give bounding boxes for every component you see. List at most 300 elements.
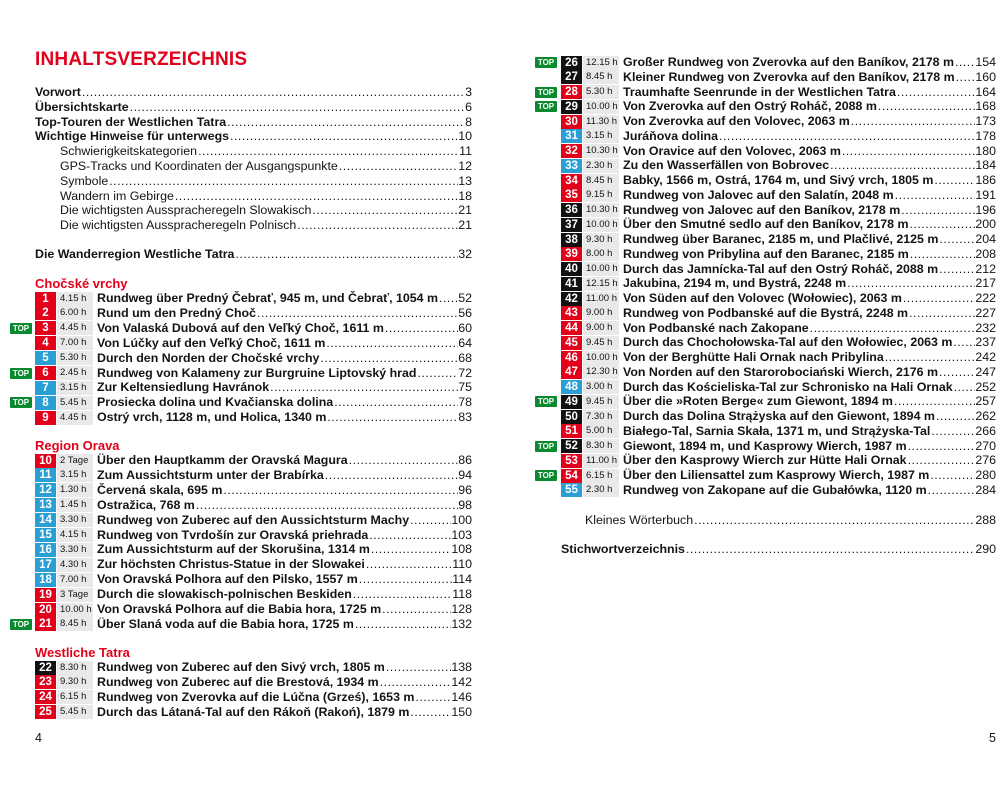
tour-page: 217 (975, 276, 996, 291)
tour-page: 262 (975, 409, 996, 423)
tour-number: 52 (561, 439, 582, 453)
tour-duration: 5.45 h (57, 396, 93, 410)
tour-entry[interactable] (535, 247, 996, 262)
tour-number: 18 (35, 573, 56, 587)
section-heading: Chočské vrchy (35, 276, 128, 291)
tour-entry[interactable] (35, 380, 472, 395)
tour-page: 110 (452, 557, 472, 572)
tour-number: 30 (561, 115, 582, 129)
tour-duration: 7.00 h (57, 573, 93, 587)
tour-duration: 12.15 h (583, 56, 619, 70)
tour-page: 94 (458, 467, 472, 482)
tour-entry[interactable] (535, 380, 996, 395)
tour-entry[interactable] (535, 350, 996, 365)
tour-entry[interactable] (12, 365, 472, 381)
leader-dots (108, 174, 458, 189)
leader-dots (938, 262, 975, 277)
tour-entry[interactable] (35, 690, 472, 705)
tour-entry[interactable] (35, 587, 472, 602)
entry-title: Die wichtigsten Ausspracheregeln Slowakisch (60, 203, 312, 218)
tour-number: 23 (35, 675, 56, 689)
leader-dots (884, 350, 976, 365)
tour-title: Durch die slowakisch-polnischen Beskiden (97, 587, 352, 602)
leader-dots (935, 409, 975, 424)
entry-page: 8 (465, 114, 472, 129)
tour-entry[interactable] (535, 409, 996, 424)
tour-title: Juráňova dolina (623, 128, 719, 143)
tour-number: 5 (35, 351, 56, 365)
tour-entry[interactable] (535, 291, 996, 306)
tour-page: 86 (458, 453, 472, 467)
tour-number: 40 (561, 262, 582, 276)
tour-number: 26 (561, 56, 582, 70)
tour-page: 146 (451, 689, 472, 704)
tour-duration: 5.30 h (583, 85, 619, 99)
entry-title: Wandern im Gebirge (60, 188, 174, 203)
entry-title: Stichwortverzeichnis (561, 542, 685, 556)
entry-title: Symbole (60, 173, 109, 188)
tour-title: Von Norden auf den Starorobociański Wierch, 2176 m (623, 364, 939, 379)
tour-page: 184 (975, 158, 996, 173)
tour-entry[interactable] (535, 453, 996, 468)
tour-duration: 9.30 h (57, 675, 93, 689)
tour-entry[interactable] (35, 705, 472, 720)
tour-entry[interactable] (535, 173, 996, 188)
tour-entry[interactable] (35, 291, 472, 306)
entry-page: 3 (465, 85, 472, 99)
leader-dots (348, 453, 459, 468)
tour-duration: 11.00 h (583, 454, 619, 468)
tour-page: 100 (451, 512, 472, 527)
tour-entry[interactable] (535, 85, 996, 100)
tour-duration: 5.00 h (583, 424, 619, 438)
toc-entry[interactable] (35, 115, 472, 130)
tour-title: Rundweg von Zuberec auf die Brestová, 1934 m (97, 674, 379, 689)
tour-page: 142 (451, 674, 472, 689)
tour-number: 46 (561, 351, 582, 365)
tour-page: 280 (975, 468, 996, 482)
tour-title: Durch das Jamnícka-Tal auf den Ostrý Roháč, 2088 m (623, 261, 939, 276)
tour-page: 60 (458, 320, 472, 335)
tour-title: Białego-Tal, Sarnia Skała, 1371 m, und Strążyska-Tal (623, 423, 931, 438)
tour-duration: 2.45 h (57, 366, 93, 380)
tour-entry[interactable] (35, 513, 472, 528)
tour-duration: 2.30 h (583, 483, 619, 497)
tour-title: Kleiner Rundweg von Zverovka auf den Baníkov, 2178 m (623, 69, 955, 84)
tour-page: 118 (452, 587, 472, 602)
tour-title: Von Süden auf den Volovec (Wołowiec), 2063 m (623, 291, 902, 305)
tour-entry[interactable] (535, 468, 996, 483)
tour-page: 168 (975, 99, 996, 114)
tour-title: Rundweg von Jalovec auf den Salatín, 2048 m (623, 187, 894, 202)
tour-number: 13 (35, 498, 56, 512)
tour-entry[interactable] (535, 232, 996, 247)
tour-number: 3 (35, 321, 56, 335)
tour-page: 154 (975, 55, 996, 69)
section-heading: Westliche Tatra (35, 645, 130, 660)
tour-page: 212 (975, 261, 996, 276)
tour-duration: 12.15 h (583, 277, 619, 291)
tour-number: 17 (35, 558, 56, 572)
leader-dots (409, 513, 451, 528)
tour-number: 36 (561, 203, 582, 217)
entry-title: Die Wanderregion Westliche Tatra (35, 247, 235, 261)
tour-number: 33 (561, 159, 582, 173)
top-badge: TOP (535, 57, 557, 68)
tour-entry[interactable] (535, 217, 996, 232)
tour-duration: 6.00 h (57, 306, 93, 320)
tour-entry[interactable] (535, 335, 996, 350)
tour-page: 247 (975, 364, 996, 379)
leader-dots (234, 247, 458, 262)
tour-entry[interactable] (535, 262, 996, 277)
tour-duration: 4.15 h (57, 528, 93, 542)
tour-entry[interactable] (35, 675, 472, 690)
tour-title: Jakubina, 2194 m, und Bystrá, 2248 m (623, 276, 847, 291)
tour-page: 227 (975, 305, 996, 320)
tour-title: Rundweg von Zakopane auf die Gubałówka, 1120 m (623, 482, 927, 497)
tour-title: Rundweg über Baranec, 2185 m, und Plačlivé, 2125 m (623, 232, 939, 246)
tour-number: 8 (35, 396, 56, 410)
tour-page: 52 (458, 291, 472, 305)
toc-entry[interactable] (35, 129, 472, 144)
toc-entry[interactable] (60, 159, 472, 174)
leader-dots (81, 85, 465, 100)
tour-duration: 5.45 h (57, 705, 93, 719)
entry-page: 18 (458, 188, 472, 203)
tour-title: Ostražica, 768 m (97, 497, 195, 512)
tour-page: 191 (975, 187, 996, 202)
leader-dots (900, 203, 975, 218)
leader-dots (955, 70, 976, 85)
tour-number: 2 (35, 306, 56, 320)
entry-title: Wichtige Hinweise für unterwegs (35, 129, 230, 144)
tour-duration: 8.30 h (57, 661, 93, 675)
tour-entry[interactable] (12, 320, 472, 336)
tour-title: Durch das Dolina Strążyska auf den Giewont, 1894 m (623, 409, 935, 423)
tour-duration: 11.00 h (583, 292, 619, 306)
tour-entry[interactable] (535, 114, 996, 129)
tour-entry[interactable] (535, 129, 996, 144)
toc-entry[interactable] (60, 203, 472, 218)
toc-entry[interactable] (35, 85, 472, 100)
leader-dots (409, 705, 451, 720)
tour-number: 49 (561, 395, 582, 409)
tour-page: 132 (451, 616, 472, 631)
tour-page: 180 (975, 143, 996, 158)
toc-entry[interactable] (35, 247, 472, 262)
leader-dots (829, 158, 975, 173)
leader-dots (908, 306, 975, 321)
tour-entry[interactable] (535, 276, 996, 291)
tour-number: 34 (561, 174, 582, 188)
tour-duration: 7.00 h (57, 336, 93, 350)
tour-duration: 9.45 h (583, 336, 619, 350)
leader-dots (954, 55, 975, 70)
leader-dots (685, 542, 975, 557)
tour-title: Durch den Norden der Chočské vrchy (97, 350, 320, 365)
tour-title: Babky, 1566 m, Ostrá, 1764 m, und Sivý vrch, 1805 m (623, 173, 934, 187)
tour-duration: 9.30 h (583, 233, 619, 247)
tour-duration: 10.00 h (583, 100, 619, 114)
tour-title: Zum Aussichtsturm auf der Skorušina, 1314 m (97, 542, 370, 557)
leader-dots (333, 395, 458, 410)
tour-number: 12 (35, 483, 56, 497)
tour-page: 128 (451, 602, 472, 616)
tour-duration: 3 Tage (57, 588, 93, 602)
entry-title: GPS-Tracks und Koordinaten der Ausgangspunkte (60, 159, 338, 173)
tour-number: 15 (35, 528, 56, 542)
top-badge: TOP (10, 619, 32, 630)
tour-entry[interactable] (12, 616, 472, 632)
tour-page: 252 (975, 379, 996, 394)
tour-entry[interactable] (35, 410, 472, 425)
page-number-right: 5 (989, 731, 996, 745)
tour-title: Über Slaná voda auf die Babia hora, 1725 m (97, 616, 354, 631)
tour-duration: 10.00 h (583, 351, 619, 365)
tour-title: Rundweg von Jalovec auf den Baníkov, 2178 m (623, 202, 901, 217)
tour-number: 42 (561, 292, 582, 306)
entry-page: 11 (459, 144, 472, 159)
entry-page: 21 (458, 203, 472, 218)
leader-dots (338, 159, 458, 174)
tour-title: Rundweg über Predný Čebrať, 945 m, und Čebrať, 1054 m (97, 291, 439, 305)
leader-dots (269, 380, 458, 395)
tour-number: 6 (35, 366, 56, 380)
toc-entry[interactable] (60, 218, 472, 233)
tour-number: 27 (561, 70, 582, 84)
leader-dots (326, 410, 458, 425)
tour-duration: 10.00 h (57, 603, 93, 617)
leader-dots (953, 380, 976, 395)
tour-title: Durch das Kościeliska-Tal zur Schronisko na Hali Ornak (623, 379, 953, 394)
tour-entry[interactable] (12, 395, 472, 410)
leader-dots (354, 617, 451, 632)
leader-dots (368, 528, 451, 543)
leader-dots (385, 660, 451, 675)
tour-page: 114 (452, 572, 472, 587)
tour-number: 28 (561, 85, 582, 99)
tour-number: 4 (35, 336, 56, 350)
leader-dots (174, 189, 458, 204)
tour-number: 44 (561, 321, 582, 335)
tour-number: 39 (561, 247, 582, 261)
top-badge: TOP (535, 441, 557, 452)
tour-number: 19 (35, 588, 56, 602)
tour-entry[interactable] (535, 394, 996, 409)
tour-page: 266 (975, 423, 996, 438)
tour-duration: 10.00 h (583, 218, 619, 232)
tour-entry[interactable] (35, 336, 472, 351)
leader-dots (894, 188, 976, 203)
tour-number: 16 (35, 543, 56, 557)
tour-title: Zum Aussichtsturm unter der Brabírka (97, 467, 324, 482)
tour-entry[interactable] (35, 542, 472, 557)
leader-dots (893, 394, 975, 409)
tour-duration: 10.00 h (583, 262, 619, 276)
tour-page: 164 (975, 84, 996, 99)
leader-dots (325, 336, 458, 351)
tour-number: 37 (561, 218, 582, 232)
toc-entry[interactable] (60, 174, 472, 189)
toc-entry[interactable] (35, 100, 472, 115)
tour-number: 24 (35, 690, 56, 704)
tour-page: 222 (975, 291, 996, 305)
toc-entry[interactable] (585, 513, 996, 528)
leader-dots (197, 144, 459, 159)
tour-entry[interactable] (535, 321, 996, 336)
tour-duration: 6.15 h (583, 469, 619, 483)
leader-dots (938, 232, 975, 247)
tour-entry[interactable] (535, 483, 996, 498)
tour-duration: 10.30 h (583, 203, 619, 217)
toc-entry[interactable] (561, 542, 996, 557)
tour-page: 242 (975, 350, 996, 364)
tour-title: Zur höchsten Christus-Statue in der Slowakei (97, 557, 365, 572)
tour-page: 56 (458, 305, 472, 320)
tour-entry[interactable] (35, 572, 472, 587)
tour-duration: 11.30 h (583, 115, 619, 129)
top-badge: TOP (535, 87, 557, 98)
tour-entry[interactable] (35, 557, 472, 572)
tour-duration: 8.45 h (57, 617, 93, 631)
tour-page: 257 (975, 394, 996, 409)
section-heading: Region Orava (35, 438, 120, 453)
tour-entry[interactable] (535, 306, 996, 321)
toc-entry[interactable] (60, 144, 472, 159)
tour-title: Ostrý vrch, 1128 m, und Holica, 1340 m (97, 410, 327, 425)
leader-dots (850, 114, 976, 129)
leader-dots (907, 453, 976, 468)
leader-dots (938, 365, 975, 380)
leader-dots (379, 675, 452, 690)
entry-title: Kleines Wörterbuch (585, 513, 694, 527)
leader-dots (414, 690, 451, 705)
tour-entry[interactable] (535, 365, 996, 380)
leader-dots (195, 498, 458, 513)
tour-page: 103 (451, 527, 472, 542)
leader-dots (311, 203, 458, 218)
tour-page: 98 (458, 497, 472, 512)
tour-page: 83 (458, 410, 472, 425)
tour-entry[interactable] (35, 453, 472, 468)
tour-title: Von Lúčky auf den Veľký Choč, 1611 m (97, 335, 326, 350)
tour-entry[interactable] (535, 439, 996, 454)
tour-number: 31 (561, 129, 582, 143)
tour-number: 54 (561, 469, 582, 483)
tour-page: 178 (975, 128, 996, 143)
leader-dots (256, 306, 458, 321)
leader-dots (222, 483, 458, 498)
tour-duration: 2.30 h (583, 159, 619, 173)
tour-title: Červená skala, 695 m (97, 482, 223, 497)
leader-dots (718, 129, 975, 144)
tour-entry[interactable] (35, 528, 472, 543)
tour-duration: 8.45 h (583, 70, 619, 84)
toc-entry[interactable] (60, 189, 472, 204)
tour-duration: 1.30 h (57, 483, 93, 497)
tour-number: 1 (35, 292, 56, 306)
top-badge: TOP (535, 396, 557, 407)
tour-entry[interactable] (535, 55, 996, 70)
tour-number: 47 (561, 365, 582, 379)
tour-number: 55 (561, 483, 582, 497)
tour-page: 138 (451, 660, 472, 674)
tour-page: 276 (975, 453, 996, 468)
leader-dots (933, 173, 975, 188)
tour-duration: 3.15 h (57, 468, 93, 482)
tour-number: 32 (561, 144, 582, 158)
tour-page: 208 (975, 246, 996, 261)
tour-entry[interactable] (535, 188, 996, 203)
leader-dots (952, 335, 975, 350)
tour-duration: 3.30 h (57, 543, 93, 557)
tour-duration: 3.00 h (583, 380, 619, 394)
tour-duration: 4.30 h (57, 558, 93, 572)
tour-page: 96 (458, 482, 472, 497)
tour-title: Über den Hauptkamm der Oravská Magura (97, 453, 348, 467)
tour-entry[interactable] (535, 424, 996, 439)
tour-title: Von Podbanské nach Zakopane (623, 320, 809, 335)
tour-title: Von Oravice auf den Volovec, 2063 m (623, 143, 841, 158)
tour-duration: 4.45 h (57, 321, 93, 335)
tour-duration: 10.30 h (583, 144, 619, 158)
tour-duration: 3.15 h (583, 129, 619, 143)
tour-page: 150 (451, 704, 472, 719)
tour-duration: 3.30 h (57, 513, 93, 527)
leader-dots (370, 542, 451, 557)
tour-entry[interactable] (535, 158, 996, 173)
tour-entry[interactable] (35, 306, 472, 321)
tour-duration: 7.30 h (583, 410, 619, 424)
tour-page: 68 (458, 350, 472, 365)
tour-duration: 6.15 h (57, 690, 93, 704)
tour-duration: 1.45 h (57, 498, 93, 512)
tour-entry[interactable] (35, 602, 472, 617)
tour-number: 38 (561, 233, 582, 247)
tour-entry[interactable] (35, 351, 472, 366)
entry-title: Top-Touren der Westlichen Tatra (35, 114, 227, 129)
tour-entry[interactable] (535, 70, 996, 85)
leader-dots (693, 513, 975, 528)
leader-dots (896, 85, 975, 100)
tour-entry[interactable] (35, 483, 472, 498)
tour-entry[interactable] (35, 498, 472, 513)
tour-page: 270 (975, 438, 996, 453)
leader-dots (909, 247, 976, 262)
entry-page: 290 (975, 542, 996, 556)
tour-title: Traumhafte Seenrunde in der Westlichen Tatra (623, 84, 896, 99)
tour-entry[interactable] (535, 144, 996, 159)
leader-dots (319, 351, 458, 366)
tour-entry[interactable] (535, 203, 996, 218)
leader-dots (809, 321, 976, 336)
tour-title: Rundweg von Zverovka auf die Lúčna (Grześ), 1653 m (97, 689, 415, 704)
tour-entry[interactable] (35, 660, 472, 675)
leader-dots (352, 587, 452, 602)
tour-title: Von Oravská Polhora auf den Pilsko, 1557 m (97, 572, 358, 587)
tour-duration: 9.45 h (583, 395, 619, 409)
entry-page: 10 (458, 129, 472, 144)
tour-duration: 9.00 h (583, 321, 619, 335)
leader-dots (438, 291, 458, 306)
tour-entry[interactable] (535, 99, 996, 114)
tour-entry[interactable] (35, 468, 472, 483)
tour-number: 35 (561, 188, 582, 202)
tour-number: 43 (561, 306, 582, 320)
leader-dots (229, 129, 458, 144)
leader-dots (296, 218, 458, 233)
